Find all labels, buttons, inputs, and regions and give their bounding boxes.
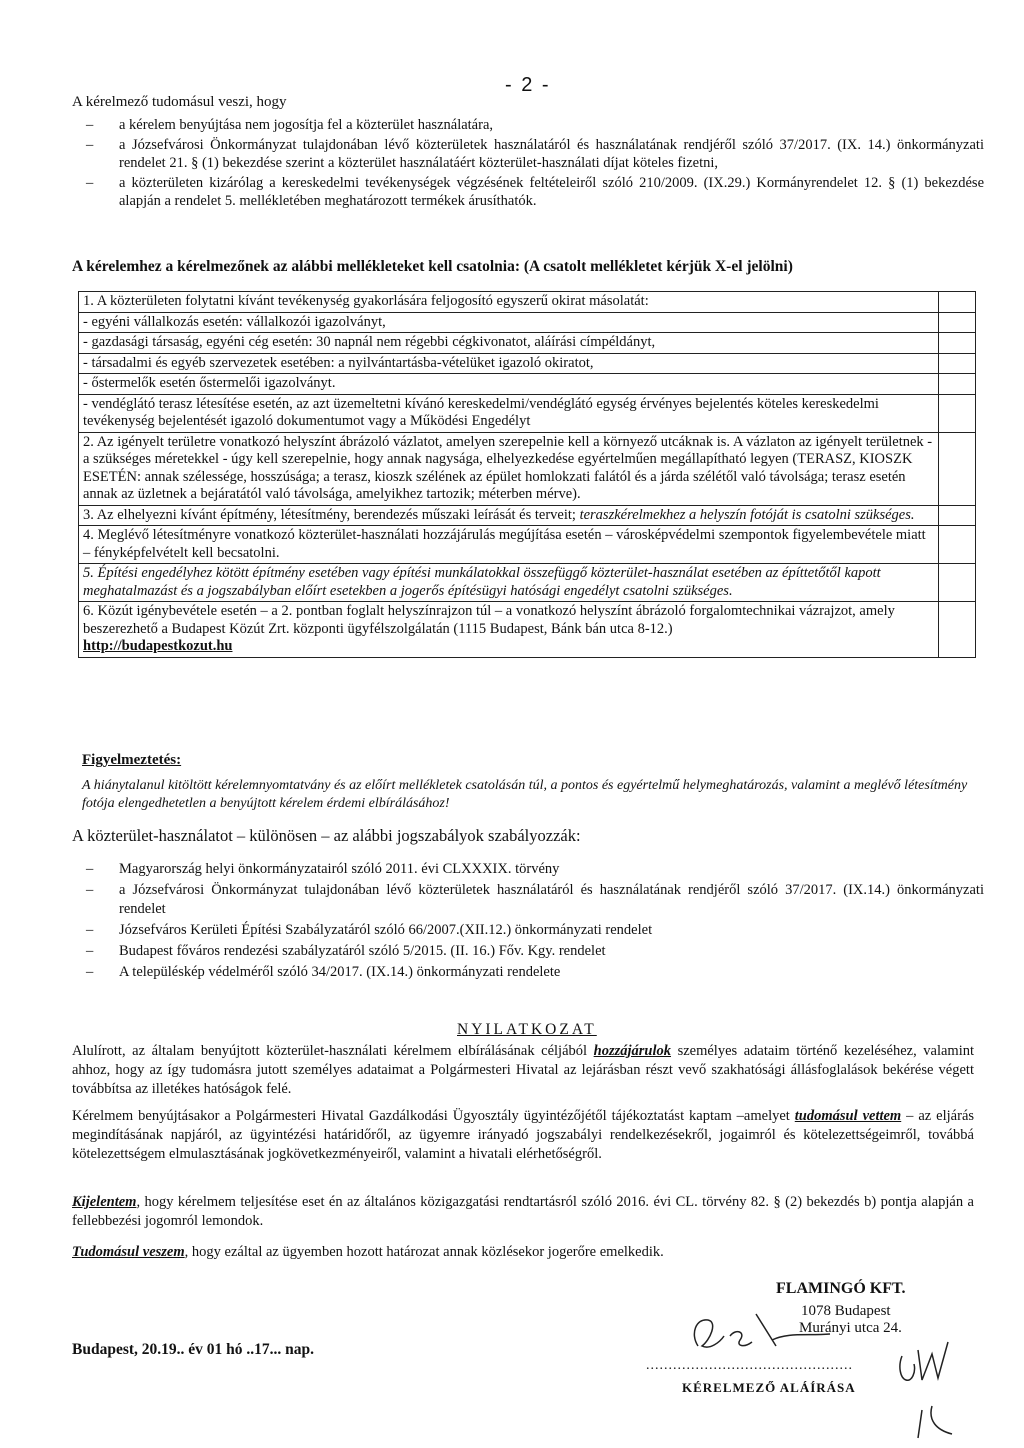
list-item: – a kérelem benyújtása nem jogosítja fel a közterület használatára, xyxy=(86,117,494,133)
laws-heading: A közterület-használatot – különösen – az alábbi jogszabályok szabályozzák: xyxy=(72,826,581,845)
table-row xyxy=(79,312,976,333)
attachment-item-3: 3. Az elhelyezni kívánt építmény, létesítmény, berendezés műszaki leírását és terveit; teraszkérelmekhez a helyszín fotóját is csatolni szükséges. xyxy=(79,505,939,526)
declaration-paragraph-1: Alulírott, az általam benyújtott közterület-használati kérelmem elbírálásának céljából hozzájárulok személyes adataim történő kezeléséhez, valamint ahhoz, hogy az így tudomásra jutott személyes adataimat a Polgármesteri Hivatal az lejárásban részt vevő szakhatósági állásfoglalások bekérése végett továbbítsa az illetékes hatóságok felé. xyxy=(72,1043,974,1097)
handwritten-signature xyxy=(680,1306,840,1366)
date-line: Budapest, 20.19.. év 01 hó ..17... nap. xyxy=(72,1341,315,1358)
attachment-checkbox-cell[interactable] xyxy=(939,526,976,564)
attachment-item-1-sub: - társadalmi és egyéb szervezetek esetében: a nyilvántartásba-vételüket igazoló okiratot, xyxy=(79,353,939,374)
attachment-checkbox-cell[interactable] xyxy=(939,292,976,313)
attachment-item-1-sub: - egyéni vállalkozás esetén: vállalkozói igazolványt, xyxy=(79,312,939,333)
page-number: - 2 - xyxy=(505,74,551,96)
table-row xyxy=(79,374,976,395)
table-row xyxy=(79,526,976,564)
attachment-checkbox-cell[interactable] xyxy=(939,333,976,354)
table-row xyxy=(79,602,976,658)
attachment-item-2: 2. Az igényelt területre vonatkozó helyszínt ábrázoló vázlatot, amelyen szerepelnie kell a környező utcáknak is. A vázlaton az igényelt területnek - a szükséges méretekkel - úgy kell szerepelnie, hogy annak nagysága, elhelyezkedése egyértelműen megállapítható legyen (TERASZ, KIOSZK ESETÉN: annak szélessége, hosszúsága; a terasz, kioszk szélének az épület homlokzati falától és a járda szélétől való távolsága; terasz esetén annak az üzletnek a bejáratától való távolsága, amelyikhez tartozik; méterben mérve). xyxy=(79,432,939,505)
attachment-item-5: 5. Építési engedélyhez kötött építmény esetében vagy építési munkálatokkal összefüggő közterület-használat esetében az építtetőtől kapott meghatalmazást és a jogszabályban előírt esetekben a jogerős építésügyi hatósági engedélyt csatolni szükséges. xyxy=(79,564,939,602)
laws-list xyxy=(72,860,984,984)
acknowledgement-list xyxy=(72,116,984,212)
declaration-paragraph-4: Tudomásul veszem, hogy ezáltal az ügyemben hozott határozat annak közlésekor jogerőre emelkedik. xyxy=(72,1244,664,1260)
attachment-item-1-sub: - gazdasági társaság, egyéni cég esetén: 30 napnál nem régebbi cégkivonatot, aláírási címpéldányt, xyxy=(79,333,939,354)
attachment-checkbox-cell[interactable] xyxy=(939,602,976,658)
table-row xyxy=(79,394,976,432)
attachment-item-1-sub: - őstermelők esetén őstermelői igazolványt. xyxy=(79,374,939,395)
attachment-checkbox-cell[interactable] xyxy=(939,505,976,526)
stamp-address-line-1: 1078 Budapest xyxy=(801,1303,891,1319)
attachments-heading: A kérelemhez a kérelmezőnek az alábbi mellékleteket kell csatolnia: (A csatolt mellékletet kérjük X-el jelölni) xyxy=(72,258,793,275)
stamp-company-name: FLAMINGÓ KFT. xyxy=(776,1280,906,1297)
warning-title: Figyelmeztetés: xyxy=(82,752,182,768)
table-row xyxy=(79,333,976,354)
list-item: – Magyarország helyi önkormányzatairól szóló 2011. évi CLXXXIX. törvény xyxy=(86,861,560,877)
declaration-paragraph-3: Kijelentem, hogy kérelmem teljesítése eset én az általános közigazgatási rendtartásról szóló 2016. évi CL. törvény 82. § (2) bekezdés b) pontja alapján a fellebbezési jogomról lemondok. xyxy=(72,1194,974,1229)
attachment-checkbox-cell[interactable] xyxy=(939,564,976,602)
list-item: – a közterületen kizárólag a kereskedelmi tevékenységek végzésének feltételeiről szóló 210/2009. (IX.29.) Kormányrendelet 12. § (1) bekezdése alapján a rendelet 5. mellékletében meghatározott termékek árusíthatók. xyxy=(86,175,984,209)
table-row xyxy=(79,353,976,374)
signature-label: KÉRELMEZŐ ALÁÍRÁSA xyxy=(682,1380,856,1395)
attachments-table xyxy=(78,291,976,658)
handwritten-initials xyxy=(892,1326,962,1444)
list-item: – a Józsefvárosi Önkormányzat tulajdonában lévő közterületek használatáról és használatának rendjéről szóló 37/2017. (IX. 14.) önkormányzati rendelet 21. § (1) bekezdése szerint a közterület használatáért közterület-használati díjat köteles fizetni, xyxy=(86,137,984,171)
declaration-title: NYILATKOZAT xyxy=(457,1021,597,1038)
attachment-item-4: 4. Meglévő létesítményre vonatkozó közterület-használati hozzájárulás megújítása esetén – városképvédelmi szempontok figyelembevétele miatt – fényképfelvételt kell becsatolni. xyxy=(79,526,939,564)
list-item: – Budapest főváros rendezési szabályzatáról szóló 5/2015. (II. 16.) Főv. Kgy. rendelet xyxy=(86,943,606,959)
table-row xyxy=(79,564,976,602)
list-item: – a Józsefvárosi Önkormányzat tulajdonában lévő közterületek használatáról és használatának rendjéről szóló 37/2017. (IX.14.) önkormányzati rendelet xyxy=(86,882,984,917)
attachment-checkbox-cell[interactable] xyxy=(939,432,976,505)
table-row xyxy=(79,292,976,313)
table-row xyxy=(79,505,976,526)
list-item: – Józsefváros Kerületi Építési Szabályzatáról szóló 66/2007.(XII.12.) önkormányzati rendelet xyxy=(86,922,653,938)
warning-text: A hiánytalanul kitöltött kérelemnyomtatvány és az előírt mellékletek csatolásán túl, a pontos és egyértelmű helymeghatározás, valamint a meglévő létesítmény fotója elengedhetetlen a benyújtott kérelem érdemi elbírálásához! xyxy=(82,778,968,811)
attachment-checkbox-cell[interactable] xyxy=(939,353,976,374)
declaration-paragraph-2: Kérelmem benyújtásakor a Polgármesteri Hivatal Gazdálkodási Ügyosztály ügyintézőjétől tájékoztatást kaptam –amelyet tudomásul vettem – az eljárás megindításának napjáról, az ügyintézési határidőről, az ügyemre irányadó jogszabályi rendelkezésekről, jogaimról és kötelezettségeimről, továbbá kötelezettségem elmulasztásának jogkövetkezményeiről, valamint a hivatali elérhetőségről. xyxy=(72,1108,975,1162)
signature-dots: .............................................. xyxy=(646,1358,853,1373)
attachment-checkbox-cell[interactable] xyxy=(939,312,976,333)
attachment-checkbox-cell[interactable] xyxy=(939,394,976,432)
budapestkozut-link[interactable]: http://budapestkozut.hu xyxy=(83,638,233,654)
attachment-item-1-title: 1. A közterületen folytatni kívánt tevékenység gyakorlására feljogosító egyszerű okirat másolatát: xyxy=(79,292,939,313)
stamp-address-line-2: Murányi utca 24. xyxy=(799,1320,902,1336)
list-item: – A településkép védelméről szóló 34/2017. (IX.14.) önkormányzati rendelete xyxy=(86,964,561,980)
attachment-item-6: 6. Közút igénybevétele esetén – a 2. pontban foglalt helyszínrajzon túl – a vonatkozó helyszínt ábrázoló forgalomtechnikai vázrajzot, amely beszerezhető a Budapest Közút Zrt. központi ügyfélszolgálatán (1115 Budapest, Bánk bán utca 8-12.) http://budapestkozut.hu xyxy=(79,602,939,658)
intro-text: A kérelmező tudomásul veszi, hogy xyxy=(72,94,287,110)
attachment-item-1-sub: - vendéglátó terasz létesítése esetén, az azt üzemeltetni kívánó kereskedelmi/vendéglátó egység érvényes bejelentés köteles kereskedelmi tevékenység bejelentését igazoló dokumentumot vagy a Működési Engedélyt xyxy=(79,394,939,432)
attachment-checkbox-cell[interactable] xyxy=(939,374,976,395)
table-row xyxy=(79,432,976,505)
